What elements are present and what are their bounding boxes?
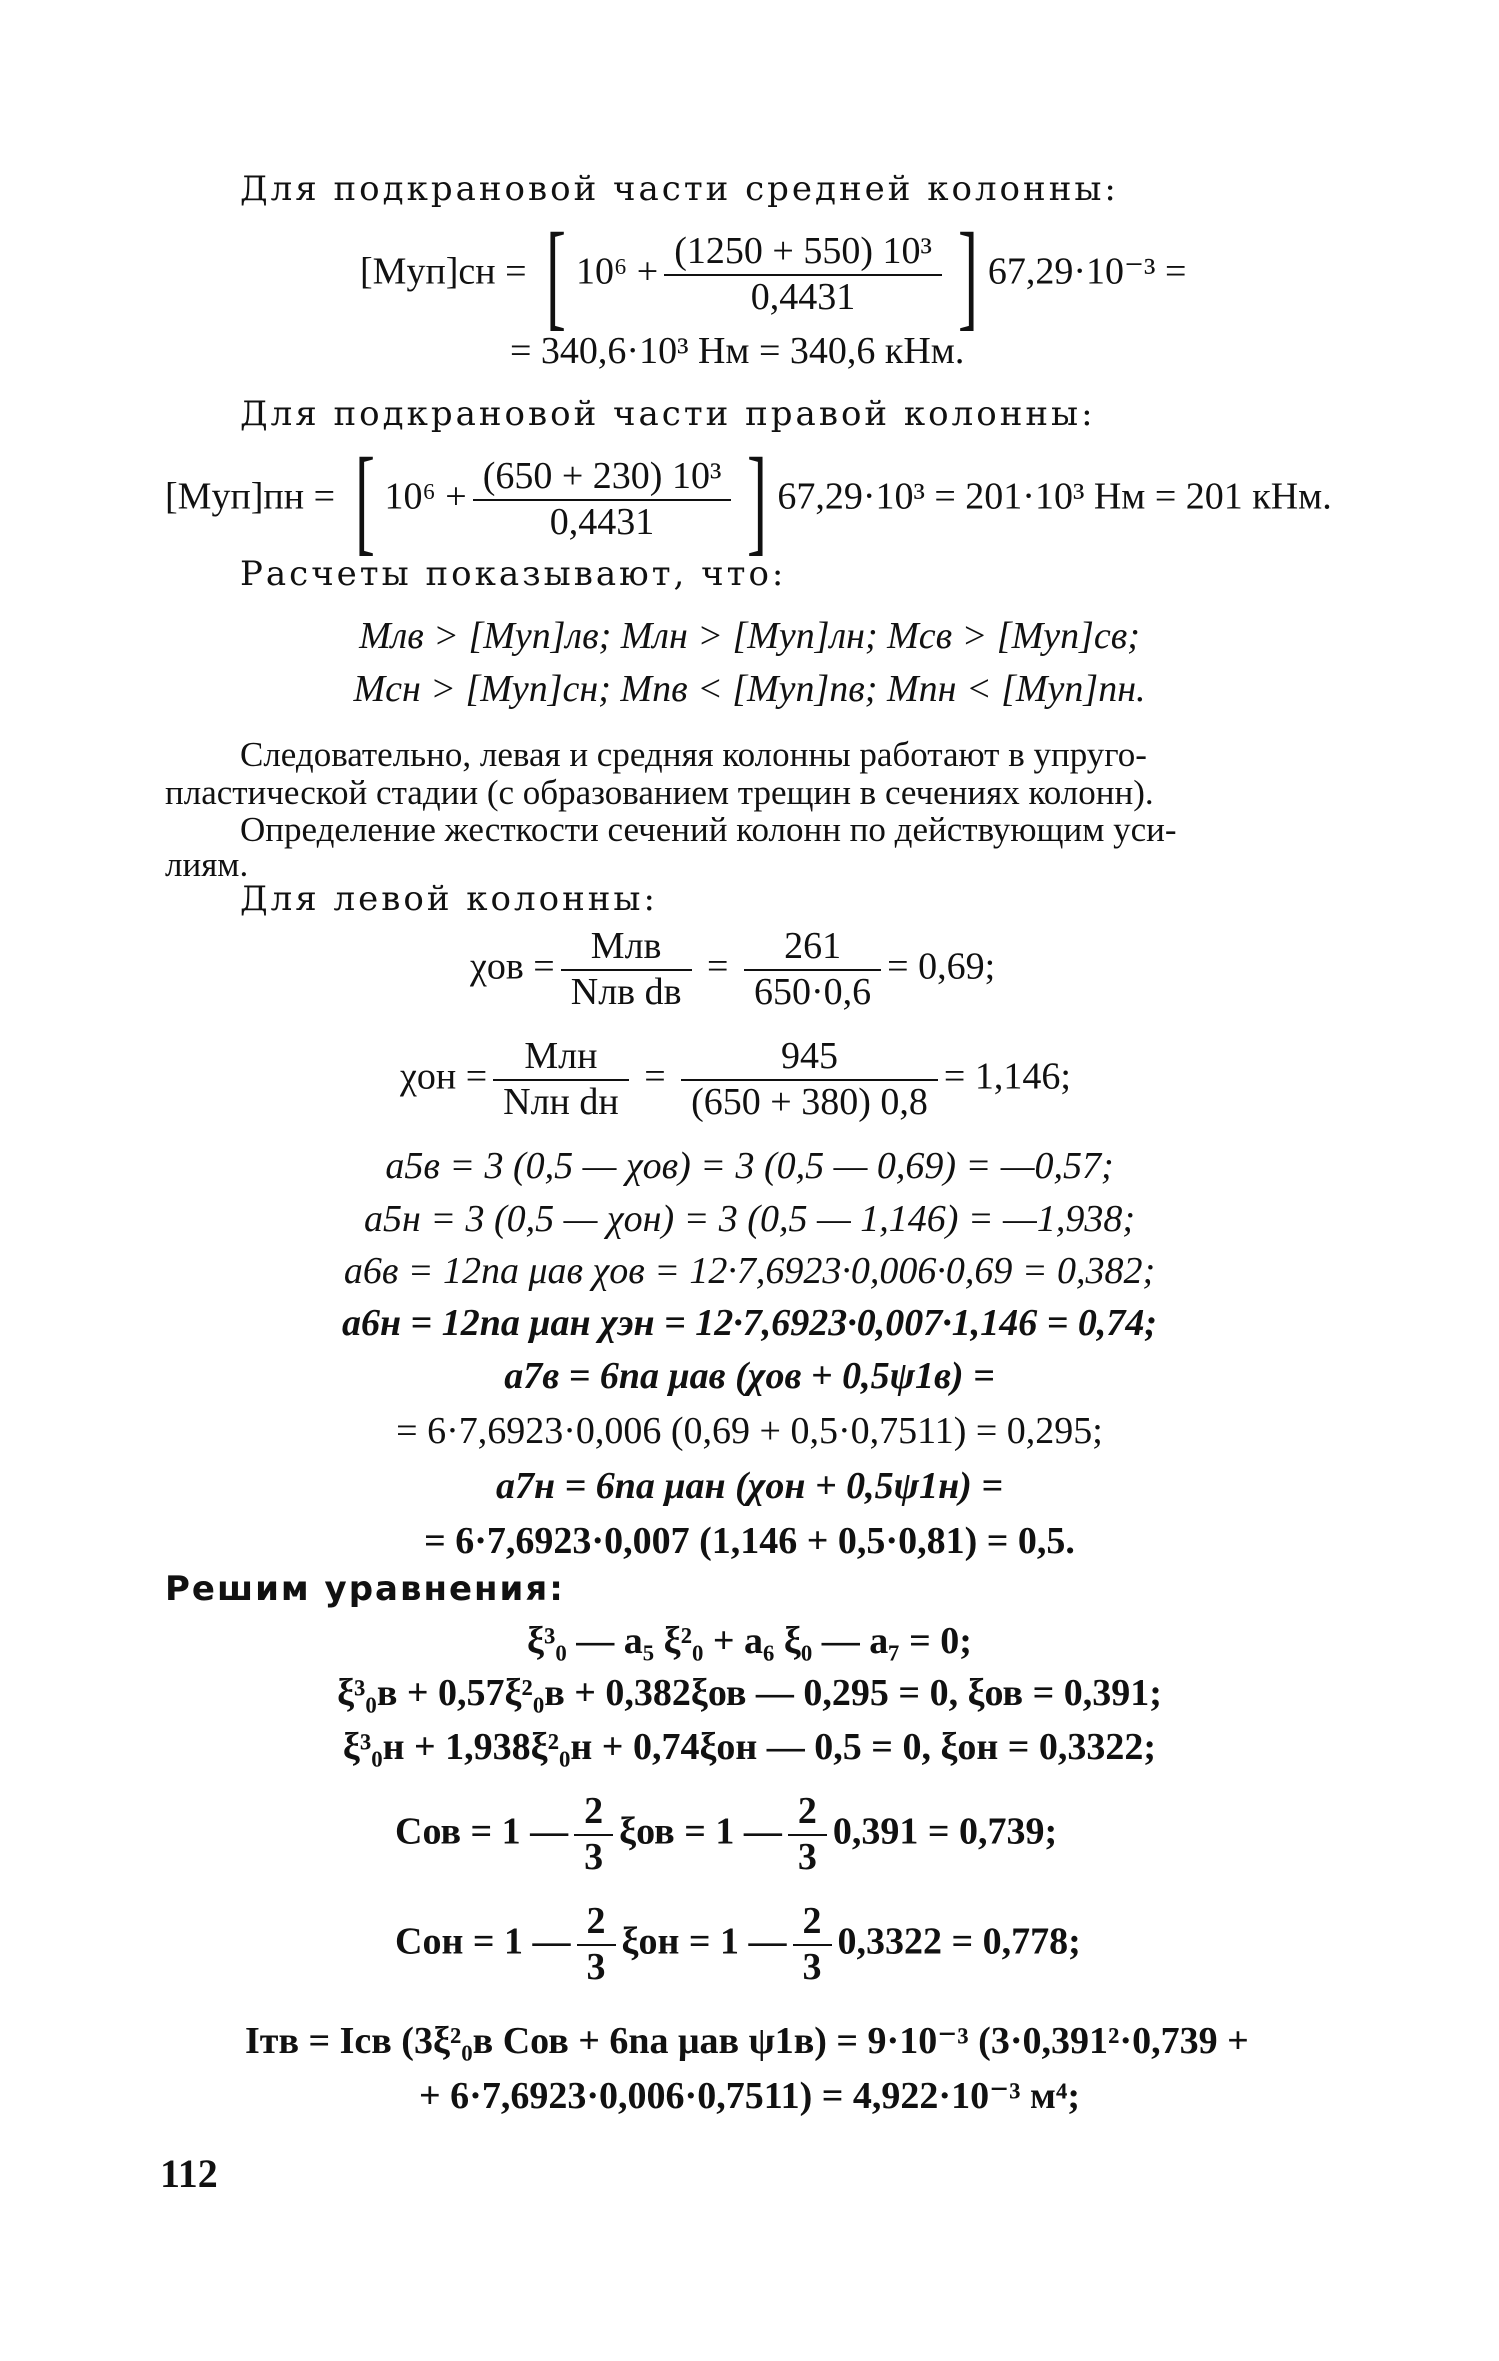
con-left: Cон = 1 — [395,1920,571,1963]
paragraph-2-line-1: Определение жесткости сечений колонн по действующим уси- [240,810,1177,849]
eq1-pre: 10⁶ + [576,250,659,293]
eq2-numerator: (650 + 230) 10³ [473,455,732,501]
con-den1: 3 [586,1945,606,1988]
bracket-open: [ [546,208,567,341]
equation-c-on [395,1900,1081,1989]
cov-right: 0,391 = 0,739; [832,1810,1058,1853]
con-den2: 3 [802,1945,822,1988]
equation-inertia-v: Iтв = Iсв (3ξ²₀в Cов + 6nа μав ψ1в) = 9·10⁻³ (3·0,391²·0,739 + [245,2020,1249,2062]
eq1-denominator: 0,4431 [750,276,856,318]
equation-cubic-v: ξ³₀в + 0,57ξ²₀в + 0,382ξов — 0,295 = 0, ξов = 0,391; [337,1672,1162,1714]
equation-a7v-result: = 6·7,6923·0,006 (0,69 + 0,5·0,7511) = 0,295; [396,1410,1103,1452]
chi2-fraction-1 [493,1035,629,1124]
chi1-den1: Nлв dв [570,970,682,1013]
paragraph-1-line-2: пластической стадии (с образованием трещин в сечениях колонн). [165,773,1154,812]
paragraph-1-line-1: Следовательно, левая и средняя колонны работают в упруго- [240,735,1147,774]
equation-inertia-v-result: + 6·7,6923·0,006·0,7511) = 4,922·10⁻³ м⁴; [419,2075,1080,2117]
eq1-fraction [664,230,942,319]
equation-a6v: a6в = 12nа μав χов = 12·7,6923·0,006·0,69 = 0,382; [343,1250,1156,1292]
heading-left-column: Для левой колонны: [240,879,658,919]
eq2-right: 67,29·10³ = 201·10³ Нм = 201 кНм. [777,475,1332,518]
chi1-num2: 261 [744,925,881,971]
chi1-num1: Mлв [561,925,692,971]
cov-mid: ξов = 1 — [619,1810,782,1853]
chi2-den2: (650 + 380) 0,8 [691,1080,928,1123]
equation-cubic-n: ξ³₀н + 1,938ξ²₀н + 0,74ξон — 0,5 = 0, ξон = 0,3322; [342,1726,1157,1768]
bracket-open: [ [354,433,375,566]
heading-calculations: Расчеты показывают, что: [240,554,787,594]
equation-mup-sn-result: = 340,6·10³ Нм = 340,6 кНм. [510,330,965,372]
chi2-num1: Mлн [493,1035,629,1081]
chi2-den1: Nлн dн [503,1080,619,1123]
con-num1: 2 [577,1900,616,1946]
cov-left: Cов = 1 — [395,1810,569,1853]
eq1-left: [Mуп]сн = [360,250,537,293]
eq2-denominator: 0,4431 [549,501,655,543]
equation-mup-sn [360,208,1187,341]
chi1-fraction-1 [561,925,692,1014]
chi2-left: χон = [400,1055,488,1098]
page-number: 112 [160,2151,218,2196]
cov-num1: 2 [574,1790,613,1836]
chi1-fraction-2 [744,925,881,1014]
chi1-left: χов = [470,945,555,988]
chi1-den2: 650·0,6 [753,970,872,1013]
heading-right-column: Для подкрановой части правой колонны: [240,394,1096,434]
equation-mup-pn [165,433,1332,566]
inequalities-row-2: Mсн > [Mуп]сн; Mпв < [Mуп]пв; Mпн < [Mуп]пн. [353,668,1146,710]
equation-general-cubic: ξ³₀ — a₅ ξ²₀ + a₆ ξ₀ — a₇ = 0; [527,1620,972,1662]
equation-a6n: a6н = 12nа μан χэн = 12·7,6923·0,007·1,146 = 0,74; [341,1302,1158,1344]
con-fraction-2 [793,1900,832,1989]
cov-den2: 3 [797,1835,817,1878]
inequalities-row-1: Mлв > [Mуп]лв; Mлн > [Mуп]лн; Mсв > [Mуп]св; [359,615,1140,657]
cov-den1: 3 [584,1835,604,1878]
heading-solve: Решим уравнения: [165,1569,565,1609]
eq1-numerator: (1250 + 550) 10³ [664,230,942,276]
eq2-fraction [473,455,732,544]
bracket-close: ] [957,208,978,341]
paragraph-2-line-2: лиям. [165,845,249,884]
con-mid: ξон = 1 — [621,1920,787,1963]
equation-chi-on: χон = $\frac{\text{Mлн}}{\text{Nлн dн}}$ = $\frac{945}{(650 + 380) 0,8}$ = 1,146; [400,1035,1071,1123]
eq2-pre: 10⁶ + [384,475,467,518]
equation-a7v: a7в = 6nа μав (χов + 0,5ψ1в) = [504,1355,995,1397]
chi2-result: = 1,146; [943,1055,1071,1098]
eq1-right: 67,29·10⁻³ = [987,250,1187,293]
cov-fraction-1 [574,1790,613,1879]
equation-chi-ov: χов = $\frac{\text{Mлв}}{\text{Nлв dв}}$ = $\frac{261}{650\cdot 0,6}$ = 0,69; [470,925,996,1013]
equation-a5n: a5н = 3 (0,5 — χон) = 3 (0,5 — 1,146) = —1,938; [364,1198,1135,1240]
equation-a7n: a7н = 6nа μан (χон + 0,5ψ1н) = [496,1465,1003,1507]
eq2-left: [Mуп]пн = [165,475,345,518]
cov-fraction-2 [788,1790,827,1879]
heading-middle-column: Для подкрановой части средней колонны: [240,169,1119,209]
bracket-close: ] [747,433,768,566]
chi1-result: = 0,69; [887,945,996,988]
con-num2: 2 [793,1900,832,1946]
equation-a5v: a5в = 3 (0,5 — χов) = 3 (0,5 — 0,69) = —0,57; [385,1145,1114,1187]
con-right: 0,3322 = 0,778; [837,1920,1081,1963]
con-fraction-1 [577,1900,616,1989]
chi2-num2: 945 [681,1035,938,1081]
equation-a7n-result: = 6·7,6923·0,007 (1,146 + 0,5·0,81) = 0,5. [424,1520,1075,1562]
cov-num2: 2 [788,1790,827,1836]
chi2-fraction-2 [681,1035,938,1124]
equation-c-ov [395,1790,1057,1879]
